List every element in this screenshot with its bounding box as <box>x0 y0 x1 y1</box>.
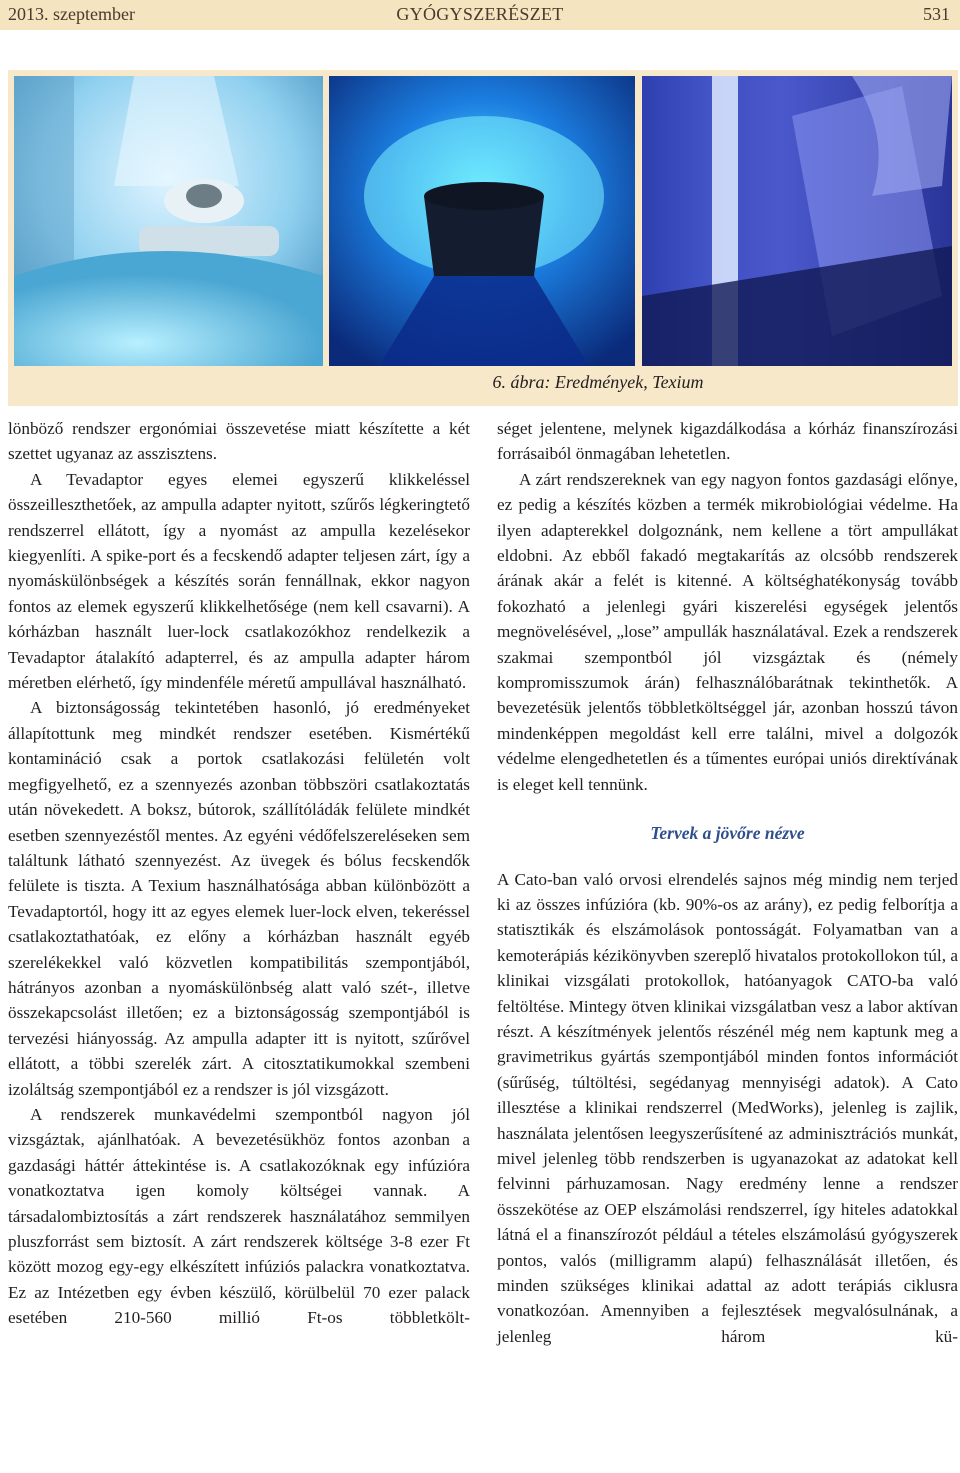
vial-uv-photo <box>329 76 635 366</box>
page-number: 531 <box>923 4 950 24</box>
paragraph: A zárt rendszereknek van egy nagyon fontos gazdasági előnye, ez pedig a készítés közben a termék mikrobiológiai védelme. Ha ilyen adapterekkel dolgoznánk, nem kellene a tört ampullákat eldobni. Az ebből fakadó megtakarítás az olcsóbb rendszerek árának akár a felét is kitenné. A költséghatékonyság tovább fokozható a jelenlegi gyári kiszerelési egységek jelentős megnövelésével, „lose” ampullák használatával. Ezek a rendszerek szakmai szempontból jól vizsgáztak és (némely kompromisszumok árán) felhasználóbarátnak tekinthetők. A bevezetésük jelentős többletköltséggel jár, azonban hosszú távon mindenképpen megoldást kell erre találni, mivel a dolgozók védelme elengedhetetlen és a tűmentes európai uniós direktívának is eleget kell tennünk. <box>497 469 958 794</box>
header-journal-title: GYÓGYSZERÉSZET <box>396 4 564 24</box>
iv-bag-adapter-photo <box>14 76 323 366</box>
paragraph: A Tevadaptor egyes elemei egyszerű klikkeléssel összeilleszthetőek, az ampulla adapter nyitott, szűrős légkeringtető rendszerrel ellátott, így a nyomást az ampulla kezelésekor kiegyenlíti. A spike-port és a fecskendő adapter teljesen zárt, így a nyomáskülönbségek a készítés során fennállnak, ekkor nagyon fontos az elemek egyszerű klikkelhetősége (nem kell csavarni). A kórházban használt luer-lock csatlakozókhoz rendelkezik a Tevadaptor átalakító adapterrel, és az ampulla adapter három méretben elérhető, így mindenféle méretű ampullával használható. <box>8 469 470 693</box>
header-date: 2013. szeptember <box>8 4 135 24</box>
paragraph: séget jelentene, melynek kigazdálkodása a kórház finanszírozási forrásaiból önmagában lehetetlen. <box>497 419 958 464</box>
paragraph: A rendszerek munkavédelmi szempontból nagyon jól vizsgáztak, ajánlhatóak. A bevezetésükhöz fontos azonban a gazdasági háttér áttekintése is. A csatlakozóknak egy infúzióra vonatkoztatva igen komoly költségei vannak. A társadalombiztosítás a zárt rendszerek használatához semmilyen pluszforrást sem biztosít. A zárt rendszerek költsége 3-8 ezer Ft között mozog egy-egy elkészített infúziós palackra vonatkoztatva. Ez az Intézetben egy évben készülő, körülbelül 70 ezer palack esetében 210-560 millió Ft-os többletkölt- <box>8 1104 470 1328</box>
left-column <box>8 416 470 1331</box>
paragraph: A biztonságosság tekintetében hasonló, jó eredményeket állapítottunk meg mindkét rendszer esetében. Kismértékű kontamináció csak a portok csatlakozási felületén volt megfigyelhető, ez a szennyezés azonban többszöri csatlakoztatás után növekedett. A boksz, bútorok, szállítóládák felülete mindkét esetben szennyezéstől mentes. Az egyéni védőfelszereléseken sem találtunk látható szennyezést. Az üvegek és bólus fecskendők felülete is tiszta. A Texium használhatósága abban különbözött a Tevadaptortól, hogy itt az egyes elemek luer-lock elven, tekeréssel csatlakoztathatóak, ez előny a kórházban használt egyéb szerelékekkel való közvetlen kompatibilitás szempontjából, hátrányos azonban a nyomáskülönbség alatt való szét-, illetve összekapcsolást illetően; ez a biztonságosság szempontjából is tervezési hiányosság. Az ampulla adapter itt is nyitott, szűrővel ellátott, a többi szerelék zárt. A citosztatikumokkal szembeni izoláltság szempontjából ez a rendszer is jól vizsgázott. <box>8 698 470 1099</box>
figure-caption: 6. ábra: Eredmények, Texium <box>492 372 704 392</box>
section-heading: Tervek a jövőre nézve <box>650 823 805 844</box>
figure-6 <box>8 70 958 406</box>
paragraph: A Cato-ban való orvosi elrendelés sajnos még mindig nem terjed ki az összes infúzióra (kb. 90%-os az arány), ez pedig felborítja a statisztikák és elszámolások pontosságát. Folyamatban van a kemoterápiás kézikönyvben szereplő hivatalos protokollokon túl, a klinikai vizsgálati protokollok, hatóanyagok CATO-ba való feltöltése. Mintegy ötven klinikai vizsgálatban vesz a labor aktívan részt. A készítmények jelentős részénél még nem kaptunk meg a gravimetrikus gyártás szempontjából minden fontos információt (sűrűség, túltöltési, segédanyag mennyiségi adatok). A Cato illesztése a klinikai rendszerrel (MedWorks), jelenleg is zajlik, használata jelentősen leegyszerűsítené az adminisztrációs munkát, mivel jelenleg több rendszerben is ugyanazokat az adatokat kell felvinni párhuzamosan. Nagy eredmény lenne a rendszer összekötése az OEP elszámolási rendszerrel, így hiteles adatokkal látná el a finanszírozót például a tételes elszámolású gyógyszerek pontos, valós (milligramm alapú) felhasználását illetően, és minden szükséges klinikai adattal az adott terápiás ciklusra vonatkozóan. Amennyiben a fejlesztések megvalósulnának, a jelenleg három kü- <box>497 869 958 1346</box>
right-column <box>497 416 958 1349</box>
gloved-hand-uv-photo <box>642 76 952 366</box>
paragraph: lönböző rendszer ergonómiai összevetése miatt készítette a két szettet ugyanaz az asszisztens. <box>8 419 470 464</box>
running-header <box>0 0 960 30</box>
